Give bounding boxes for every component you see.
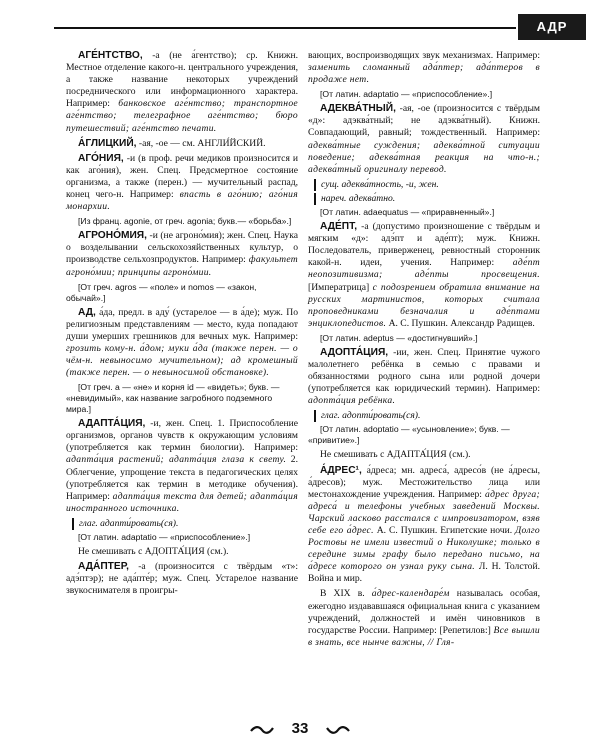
entry-example: адапта́ция текста для детей; адапта́ция иностранного источника. [66, 490, 298, 514]
entry-definition: -ая, -ое (произносится с твёрдым «д»: адэква́тный; не адэква́тный). Книжн. Совпадающий, равный; тождественный. Например: [308, 103, 540, 139]
derived-form: нареч. адеква́тно. [314, 193, 540, 205]
entry-definition: -ая, -ое — см. АНГЛИ́ЙСКИЙ. [136, 137, 266, 149]
entry-headword: АД, [78, 306, 96, 318]
dictionary-entry [308, 50, 540, 86]
entry-headword: АДАПТА́ЦИЯ, [78, 418, 146, 430]
entry-definition: вающих, воспроизводящих звук механизмах. Например: [308, 50, 540, 61]
etymology-note: [От греч. a — «не» и корня id — «видеть»; букв. — «невидимый», как название загробного подземного мира.] [66, 382, 280, 415]
ornament-left-icon [250, 725, 274, 735]
entry-example: адопта́ция ребёнка. [308, 395, 396, 407]
entry-example: а́дрес-календаре́м [371, 588, 450, 600]
etymology-note: [Из франц. agonie, от греч. agonia; букв.— «борьба».] [78, 216, 292, 227]
dictionary-entry [66, 138, 298, 150]
dictionary-entry [66, 230, 298, 278]
dictionary-entry [308, 103, 540, 176]
entry-example: аде́пт неопозитивизма; аде́пты просвещения. [308, 257, 540, 281]
page-number: 33 [291, 720, 309, 737]
entry-definition: -и (не агроно́мия); жен. Спец. Наука о возделывании сельскохозяйственных культур, о производстве сельхозпродуктов. Например: [66, 230, 298, 266]
dictionary-entry [66, 50, 298, 135]
usage-note: Не смешивать с АДАПТА́ЦИЯ (см.). [320, 449, 471, 461]
entry-example: адеква́тные суждения; адеква́тной ситуации поведение; адеква́тная реакция на что-н.; адеква́тный оригиналу перевод. [308, 139, 540, 175]
entry-citation: Л. Н. Толстой. Война и мир. [308, 561, 540, 585]
entry-example: впасть в аго́нию; аго́ния монархии. [66, 189, 298, 213]
derived-form: глаг. адопти́ровать(ся). [314, 410, 540, 422]
etymology-note: [От латин. adoptatio — «усыновление»; букв. — «привитие».] [308, 424, 510, 446]
entry-headword: АДЕ́ПТ, [320, 221, 358, 233]
derived-form: сущ. адеква́тность, -и, жен. [314, 179, 540, 191]
left-column [66, 50, 298, 600]
running-header [0, 14, 600, 40]
entry-definition: [Императрица] [308, 281, 373, 293]
entry-definition: -а (не а́гентство); ср. Книжн. Местное отделение какого-н. центрального учреждения, а также название некоторых учреждений посреднического или информационного характера. Например: [66, 50, 298, 110]
etymology-note: [От латин. adaptatio — «приспособление».] [78, 532, 251, 542]
header-guide-word: АДР [518, 14, 586, 40]
etymology-note: [От латин. adaequatus — «приравненный».] [320, 207, 495, 218]
entry-headword: АГО́НИЯ, [78, 152, 124, 164]
entry-headword: АГЕ́НТСТВО, [78, 50, 143, 61]
entry-example: с подозрением обратила внимание на русских мартинистов, которых считала проповедниками безначалия и аде́птами энциклопедистов. [308, 281, 540, 329]
entry-definition: -и, жен. Спец. 1. Приспособление организмов, органов чувств к окружающим условиям (употребляется как термин биологии). Например: [66, 418, 298, 454]
entry-definition: В XIX в. [320, 588, 372, 600]
entry-definition: -и (в проф. речи медиков произносится и как аго́ния), жен. Спец. Предсмертное состояние организма, а также (перен.) — мучительный распад, конец чего-н. Например: [66, 152, 298, 201]
entry-example: Долго Ростовы не имели известий о Николушке; только в середине зимы графу было передано письмо, на а́дресе которого он узнал руку сына. [308, 525, 540, 573]
entry-definition: -а (допустимо произношение с твёрдым и мягким «д»: адэ́пт и аде́пт); муж. Книжн. Последователь, приверженец, ревностный сторонник какой-н. идеи, учения. Например: [308, 221, 540, 269]
entry-example: грозить кому-н. а́дом; муки а́да (также перен. — о чём-н. невыносимо мучительном); ад кромешный (также перен. — о невыносимой обстановке). [66, 342, 298, 379]
entry-headword: АГРОНО́МИЯ, [78, 230, 147, 242]
entry-headword: АДОПТА́ЦИЯ, [320, 346, 389, 358]
entry-citation: А. С. Пушкин. Александр Радищев. [386, 317, 535, 329]
dictionary-entry [66, 418, 298, 515]
right-column [308, 50, 540, 652]
entry-definition: а́дреса; мн. адреса́, адресо́в (не а́дресы, а́дресов); муж. Местожительство лица или местонахождение учреждения. Например: [308, 464, 540, 500]
entry-definition: называлась особая, ежегодно издававшаяся официальная книга с указанием учреждений, должностей и имён чиновников в государстве России. Например: [Репетилов:] [308, 588, 540, 636]
dictionary-entry [308, 347, 540, 407]
entry-example: факультет агроно́мии; принципы агроно́мии. [66, 254, 298, 278]
entry-definition: А. С. Пушкин. Египетские ночи. [373, 525, 516, 536]
entry-example: Все вышли в знать, все нынче важны, // Гля- [308, 624, 540, 648]
entry-headword: А́ДРЕС¹, [320, 464, 362, 476]
dictionary-entry [66, 561, 298, 597]
dictionary-entry [308, 588, 540, 648]
dictionary-entry [308, 221, 540, 330]
ornament-right-icon [326, 725, 350, 735]
etymology-note: [От греч. agros — «поле» и nomos — «закон, обычай».] [66, 281, 257, 303]
entry-headword: АДЕКВА́ТНЫЙ, [320, 103, 396, 115]
entry-headword: АДА́ПТЕР, [78, 561, 129, 573]
entry-definition: -а (произносится с твёрдым «т»: адэ́птэр); не ада́пте́р; муж. Спец. Устарелое название звукоснимателя в проигры- [66, 561, 298, 597]
entry-headword: А́ГЛИЦКИЙ, [78, 137, 137, 149]
etymology-note: [От латин. adeptus — «достигнувший».] [320, 332, 478, 343]
entry-example: а́дрес друга; адреса́ и телефоны учебных заведений Москвы. Чарский ласково расстался с импровизатором, взяв себе его а́дрес. [308, 488, 540, 536]
dictionary-entry [308, 465, 540, 586]
entry-definition: -ии, жен. Спец. Принятие чужого малолетнего ребёнка в семью с правами и обязанностями родного сына или родной дочери (употребляется как юридический термин). Например: [308, 346, 540, 395]
dictionary-entry [66, 153, 298, 213]
page-footer [0, 720, 600, 742]
entry-example: заменить сломанный ада́птер; ада́птеров в продаже нет. [308, 62, 540, 86]
entry-example: адапта́ция растений; адапта́ция глаза к свету. [66, 454, 287, 466]
entry-example: банковское аге́нтство; транспортное аге́нтство; телеграфное аге́нтство; бюро путешествий; аге́нтство печати. [66, 98, 298, 134]
usage-note: Не смешивать с АДОПТА́ЦИЯ (см.). [78, 546, 229, 557]
entry-definition: 2. Облегчение, упрощение текста в педагогических целях (употребляется как термин в методике обучения). Например: [66, 454, 298, 502]
etymology-note: [От латин. adaptatio — «приспособление».] [320, 89, 493, 100]
header-rule [54, 27, 516, 29]
dictionary-entry [66, 307, 298, 380]
entry-definition: а́да, предл. в аду́ (устарелое — в а́де); муж. По религиозным представлениям — место, куда попадают души умерших грешников для вечных мук. Например: [66, 306, 298, 342]
derived-form: глаг. адапти́ровать(ся). [72, 518, 298, 530]
